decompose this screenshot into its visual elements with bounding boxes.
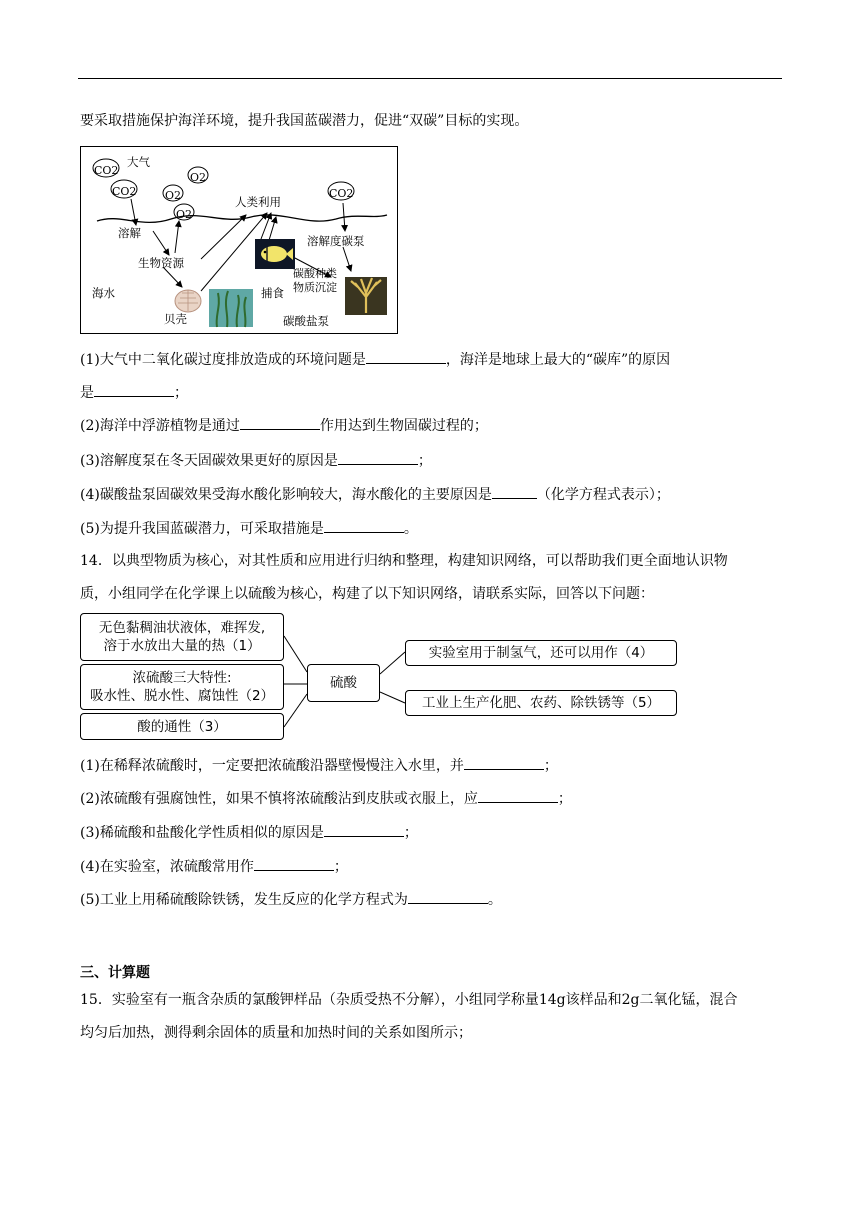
carbonate-label: 碳酸种类 — [293, 267, 337, 280]
concentrated-features-box: 浓硫酸三大特性: 吸水性、脱水性、腐蚀性（2） — [80, 664, 284, 710]
section-heading: 三、计算题 — [80, 965, 150, 981]
o2-label: O2 — [165, 189, 182, 202]
human-use-label: 人类利用 — [235, 195, 281, 209]
q14-part4: (4)在实验室，浓硫酸常用作 ； — [80, 856, 348, 877]
q14-part3: (3)稀硫酸和盐酸化学性质相似的原因是 ； — [80, 822, 418, 843]
co2-label: CO2 — [112, 185, 137, 198]
lab-use-box: 实验室用于制氢气，还可以用作（4） — [405, 640, 677, 666]
acid-general-box: 酸的通性（3） — [80, 713, 284, 740]
carbonate-pump-label: 碳酸盐泵 — [283, 314, 329, 328]
q13-part1-cont: 是 ； — [80, 382, 188, 403]
answer-blank[interactable] — [324, 822, 404, 837]
seawater-label: 海水 — [92, 286, 115, 300]
o2-label: O2 — [176, 208, 193, 221]
industry-use-box: 工业上生产化肥、农药、除铁锈等（5） — [405, 690, 677, 716]
q14-part2: (2)浓硫酸有强腐蚀性，如果不慎将浓硫酸沾到皮肤或衣服上，应 ； — [80, 788, 572, 809]
q13-part3: (3)溶解度泵在冬天固碳效果更好的原因是 ； — [80, 450, 432, 471]
q15-line1: 15．实验室有一瓶含杂质的氯酸钾样品（杂质受热不分解），小组同学称量14g该样品和2g二氧化锰，混合 — [80, 992, 738, 1008]
co2-label: CO2 — [94, 164, 119, 177]
predation-label: 捕食 — [261, 286, 284, 300]
q13-part1: (1)大气中二氧化碳过度排放造成的环境问题是 ，海洋是地球上最大的“碳库”的原因 — [80, 349, 670, 370]
answer-blank[interactable] — [254, 856, 334, 871]
properties-box: 无色黏稠油状液体，难挥发, 溶于水放出大量的热（1） — [80, 613, 284, 661]
q13-part5: (5)为提升我国蓝碳潜力，可采取措施是 。 — [80, 518, 418, 539]
answer-blank[interactable] — [464, 755, 544, 770]
q15-line2: 均匀后加热，测得剩余固体的质量和加热时间的关系如图所示； — [80, 1025, 472, 1041]
dissolve-label: 溶解 — [118, 226, 141, 240]
shell-label: 贝壳 — [164, 312, 187, 326]
q14-stem-line1: 14．以典型物质为核心，对其性质和应用进行归纳和整理，构建知识网络，可以帮助我们更全面地认识物 — [80, 553, 728, 569]
q14-stem-line2: 质，小组同学在化学课上以硫酸为核心，构建了以下知识网络，请联系实际，回答以下问题： — [80, 586, 654, 602]
co2-label: CO2 — [329, 187, 354, 200]
q14-part1: (1)在稀释浓硫酸时，一定要把浓硫酸沿器壁慢慢注入水里，并 ； — [80, 755, 558, 776]
atmosphere-label: 大气 — [127, 155, 150, 169]
intro-line: 要采取措施保护海洋环境，提升我国蓝碳潜力，促进“双碳”目标的实现。 — [80, 113, 529, 129]
q13-part2: (2)海洋中浮游植物是通过 作用达到生物固碳过程的； — [80, 415, 488, 436]
solubility-pump-label: 溶解度碳泵 — [307, 234, 365, 248]
answer-blank[interactable] — [408, 889, 488, 904]
answer-blank[interactable] — [478, 788, 558, 803]
bio-resources-label: 生物资源 — [138, 256, 184, 270]
q14-part5: (5)工业上用稀硫酸除铁锈，发生反应的化学方程式为 。 — [80, 889, 502, 910]
q13-part4: (4)碳酸盐泵固碳效果受海水酸化影响较大，海水酸化的主要原因是 （化学方程式表示）； — [80, 484, 670, 505]
o2-label: O2 — [190, 171, 207, 184]
carbonate-label: 物质沉淀 — [293, 281, 337, 294]
sulfuric-acid-center-box: 硫酸 — [307, 664, 380, 702]
